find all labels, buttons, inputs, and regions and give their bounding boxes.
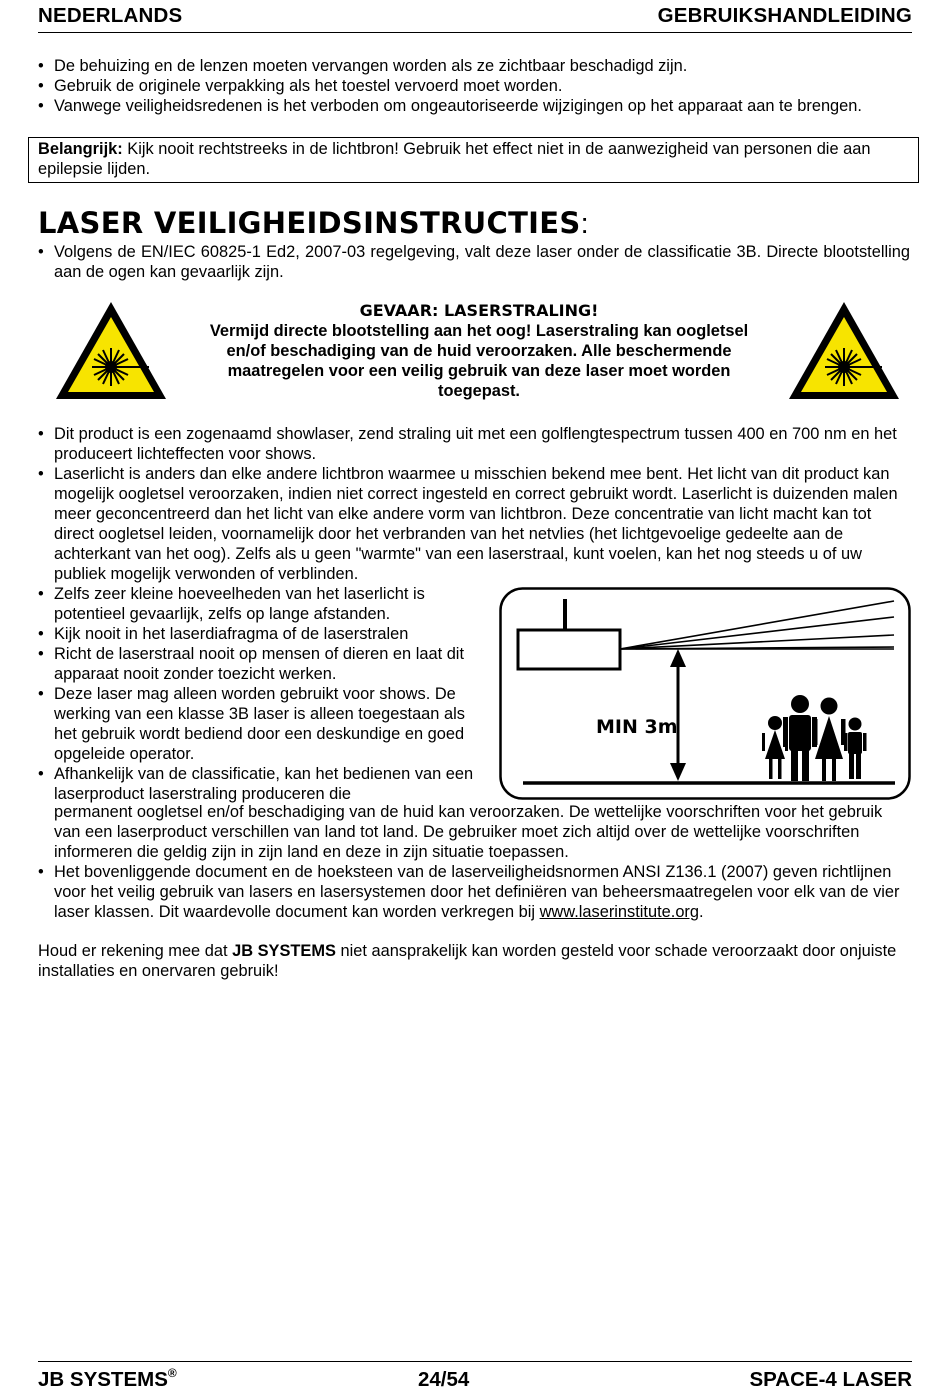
- section-title-colon: :: [580, 208, 589, 240]
- list-item: [38, 862, 910, 922]
- list-item: [38, 764, 488, 804]
- important-label: Belangrijk:: [38, 140, 123, 158]
- footer-brand-text: JB SYSTEMS: [38, 1368, 168, 1391]
- section-bullet-list: [38, 242, 910, 282]
- liability-notice: [38, 941, 910, 981]
- min-height-label: MIN 3m: [596, 716, 678, 738]
- classification-text-start: Afhankelijk van de classificatie, kan het bedienen van een laserproduct laserstraling produceren die: [54, 765, 474, 803]
- list-item: • De behuizing en de lenzen moeten vervangen worden als ze zichtbaar beschadigd zijn.: [38, 56, 910, 76]
- list-item: • Dit product is een zogenaamd showlaser, zend straling uit met een golflengtespectrum tussen 400 en 700 nm en het produceert lichteffecten voor shows.: [38, 424, 912, 464]
- section-title: [38, 206, 589, 241]
- page-footer: [38, 1361, 912, 1398]
- header-language: NEDERLANDS: [38, 4, 183, 27]
- important-notice-box: [28, 137, 919, 183]
- liability-text-start: Houd er rekening mee dat: [38, 942, 233, 960]
- ansi-end: .: [699, 903, 704, 921]
- laser-unit-icon: [518, 630, 620, 669]
- list-item: • Laserlicht is anders dan elke andere lichtbron waarmee u misschien bekend mee bent. Het licht van dit product kan mogelijk oogletsel veroorzaken, indien niet correct ingesteld en correct gebruikt wordt. Laserlicht is duizenden malen meer geconcentreerd dan het licht van elke andere vorm van lichtbron. Deze concentratie van licht macht kan tot direct oogletsel leiden, voornamelijk door het verbranden van het netvlies (het lichtgevoelige gedeelte aan de achterkant van het oog). Zelfs als u geen "warmte" van een laserstraal, kunt voelen, kan het nog steeds u of uw publiek mogelijk verwonden of verblinden.: [38, 464, 912, 584]
- classification-text-continued: permanent oogletsel en/of beschadiging van de huid kan veroorzaken. De wettelijke voorschriften voor het gebruik van een laserproduct verschillen van land tot land. De gebruiker moet zich altijd over de wettelijke voorschriften informeren die geldig zijn in zijn land en deze in zijn situatie toepassen.: [54, 803, 883, 861]
- laserinstitute-link[interactable]: www.laserinstitute.org: [539, 903, 700, 921]
- diagram-frame: [501, 589, 910, 799]
- ansi-text: Het bovenliggende document en de hoeksteen van de laserveiligheidsnormen ANSI Z136.1 (2007) geven richtlijnen voor het veilig gebruik van lasers en lasersystemen door het definiëren van beheersmaatregelen voor elk van de vier laser klassen. Dit waardevolle document kan worden verkregen bij: [54, 863, 900, 921]
- arrow-up-icon: [670, 649, 686, 667]
- ansi-bullet-list: [38, 862, 910, 922]
- page-header: [38, 0, 912, 33]
- footer-brand: [38, 1368, 177, 1392]
- laser-warning-icon: [53, 299, 169, 403]
- warning-text: Vermijd directe blootstelling aan het oog! Laserstraling kan oogletsel en/of beschadiging van de huid veroorzaken. Alle beschermende maatregelen voor een veilig gebruik van deze laser moet worden toegepast.: [209, 322, 749, 400]
- liability-text-end: niet aansprakelijk kan worden gesteld voor schade veroorzaakt door onjuiste installaties en onervaren gebruik!: [38, 942, 897, 980]
- list-item: • Deze laser mag alleen worden gebruikt voor shows. De werking van een klasse 3B laser is alleen toegestaan als het gebruik wordt bediend door een deskundige en goed opgeleide operator.: [38, 684, 488, 764]
- page-number: 24/54: [418, 1368, 470, 1391]
- list-item: • Richt de laserstraal nooit op mensen of dieren en laat dit apparaat nooit zonder toezicht werken.: [38, 644, 488, 684]
- intro-bullet-list: [38, 56, 910, 116]
- minimum-height-diagram: [499, 587, 911, 800]
- list-item: • Volgens de EN/IEC 60825-1 Ed2, 2007-03 regelgeving, valt deze laser onder de classificatie 3B. Directe blootstelling aan de ogen kan gevaarlijk zijn.: [38, 242, 910, 282]
- laser-safety-bullet-list: [38, 584, 488, 804]
- laser-beams-icon: [620, 601, 894, 649]
- list-item: • Vanwege veiligheidsredenen is het verboden om ongeautoriseerde wijzigingen op het apparaat aan te brengen.: [38, 96, 910, 116]
- laser-warning-icon: [786, 299, 902, 403]
- list-item: • Gebruik de originele verpakking als het toestel vervoerd moet worden.: [38, 76, 910, 96]
- important-text: Kijk nooit rechtstreeks in de lichtbron! Gebruik het effect niet in de aanwezigheid van personen die aan epilepsie lijden.: [38, 140, 871, 178]
- list-item: • Kijk nooit in het laserdiafragma of de laserstralen: [38, 624, 488, 644]
- section-title-text: LASER VEILIGHEIDSINSTRUCTIES: [38, 206, 581, 240]
- laser-info-bullet-list: [38, 424, 912, 584]
- brand-name: JB SYSTEMS: [232, 942, 336, 960]
- arrow-down-icon: [670, 763, 686, 781]
- list-item: • Zelfs zeer kleine hoeveelheden van het laserlicht is potentieel gevaarlijk, zelfs op lange afstanden.: [38, 584, 488, 624]
- people-icon: [762, 695, 867, 781]
- laser-danger-warning: [190, 301, 768, 401]
- registered-mark: ®: [167, 1366, 177, 1380]
- footer-product: SPACE-4 LASER: [749, 1368, 912, 1391]
- warning-title: GEVAAR: LASERSTRALING!: [359, 301, 599, 320]
- header-title: GEBRUIKSHANDLEIDING: [657, 4, 912, 27]
